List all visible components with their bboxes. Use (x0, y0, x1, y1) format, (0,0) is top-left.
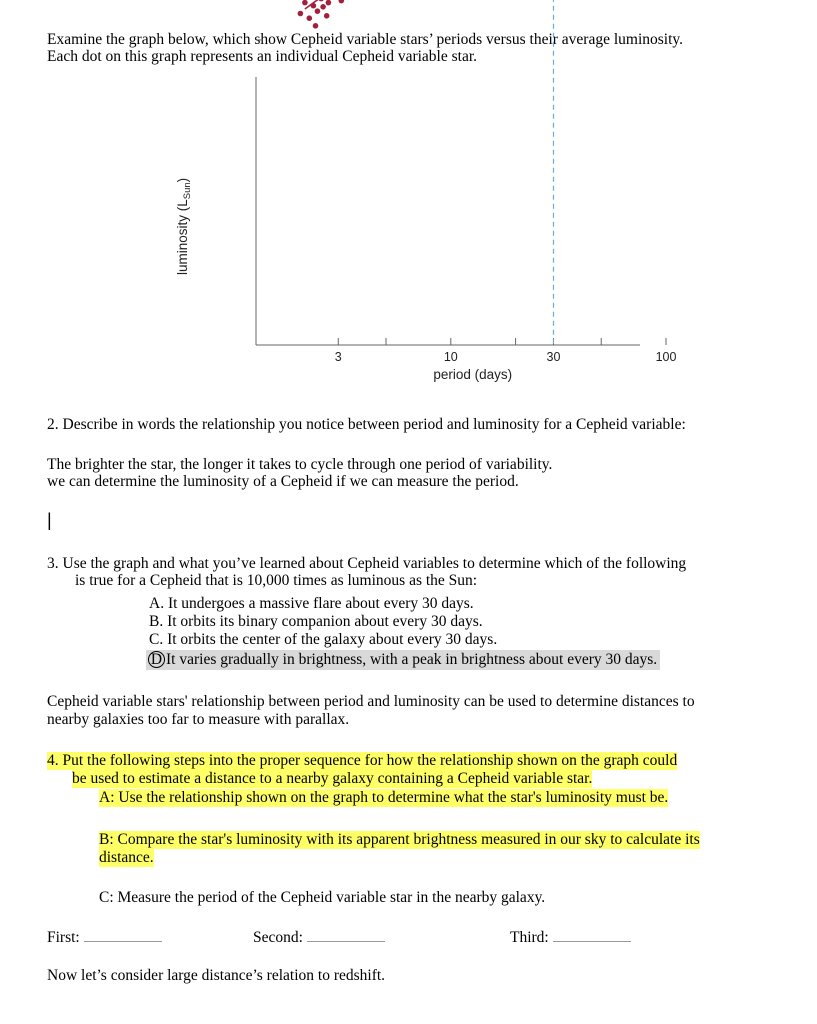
q3-option-d-text: It varies gradually in brightness, with a peak in brightness about every 30 days. (166, 651, 658, 668)
data-point (298, 11, 304, 17)
q3-option-b[interactable]: B. It orbits its binary companion about every 30 days. (149, 613, 483, 630)
second-answer-row (253, 929, 385, 947)
cepheid-period-luminosity-chart (160, 70, 677, 400)
third-answer-row (510, 929, 631, 947)
y-axis-title-close: ) (175, 177, 190, 183)
intro-line-2: Each dot on this graph represents an individual Cepheid variable star. (47, 48, 478, 65)
redshift-outro: Now let’s consider large distance’s relation to redshift. (47, 967, 386, 984)
q4-step-c: C: Measure the period of the Cepheid variable star in the nearby galaxy. (99, 889, 546, 906)
text-cursor: | (47, 510, 52, 530)
first-answer-row (47, 929, 162, 947)
y-axis-title (175, 178, 193, 275)
q4-prompt-line-1: 4. Put the following steps into the proper sequence for how the relationship shown on the graph could (47, 752, 678, 769)
second-label: Second: (253, 929, 303, 946)
q3-prompt-line-1: 3. Use the graph and what you’ve learned about Cepheid variables to determine which of the following (47, 555, 687, 572)
q4-prompt-line-2: be used to estimate a distance to a nearby galaxy containing a Cepheid variable star. (72, 770, 593, 787)
data-point (320, 4, 326, 10)
q2-answer-line-2[interactable]: we can determine the luminosity of a Cepheid if we can measure the period. (47, 473, 519, 490)
x-axis-title: period (days) (433, 367, 513, 382)
x-tick-label: 3 (334, 350, 342, 364)
data-point (315, 8, 321, 14)
q2-answer-line-1[interactable]: The brighter the star, the longer it takes to cycle through one period of variability. (47, 456, 553, 473)
q4-step-a: A: Use the relationship shown on the graph to determine what the star's luminosity must be. (99, 789, 669, 806)
data-point (324, 13, 330, 19)
trend-line (305, 0, 683, 9)
q3-option-d[interactable] (146, 650, 660, 670)
third-label: Third: (510, 929, 549, 946)
q3-prompt-line-2: is true for a Cepheid that is 10,000 times as luminous as the Sun: (75, 572, 478, 589)
data-point (318, 0, 324, 1)
data-point (326, 0, 332, 5)
y-axis-title-subscript: Sun (182, 182, 193, 200)
second-blank[interactable] (307, 929, 385, 942)
y-axis-title-main: luminosity (L (175, 199, 190, 275)
data-point (302, 0, 308, 5)
parallax-paragraph-line-2: nearby galaxies too far to measure with parallax. (47, 711, 350, 728)
data-point (313, 23, 319, 29)
q4-step-b-line-2: distance. (99, 849, 154, 866)
third-blank[interactable] (553, 929, 631, 942)
q2-prompt: 2. Describe in words the relationship you notice between period and luminosity for a Cepheid variable: (47, 416, 686, 433)
parallax-paragraph-line-1: Cepheid variable stars' relationship between period and luminosity can be used to determine distances to (47, 693, 695, 710)
q3-option-d-circle: D (148, 651, 165, 668)
q4-step-b-line-1: B: Compare the star's luminosity with its apparent brightness measured in our sky to calculate its (99, 831, 700, 848)
x-tick-label: 100 (655, 350, 677, 364)
data-point (307, 15, 313, 21)
intro-line-1: Examine the graph below, which show Cepheid variable stars’ periods versus their average luminosity. (47, 31, 684, 48)
q3-option-c[interactable]: C. It orbits the center of the galaxy about every 30 days. (149, 631, 498, 648)
x-tick-label: 10 (443, 350, 458, 364)
x-tick-label: 30 (546, 350, 561, 364)
first-label: First: (47, 929, 80, 946)
q3-option-a[interactable]: A. It undergoes a massive flare about every 30 days. (149, 595, 474, 612)
first-blank[interactable] (84, 929, 162, 942)
data-point (339, 0, 345, 3)
